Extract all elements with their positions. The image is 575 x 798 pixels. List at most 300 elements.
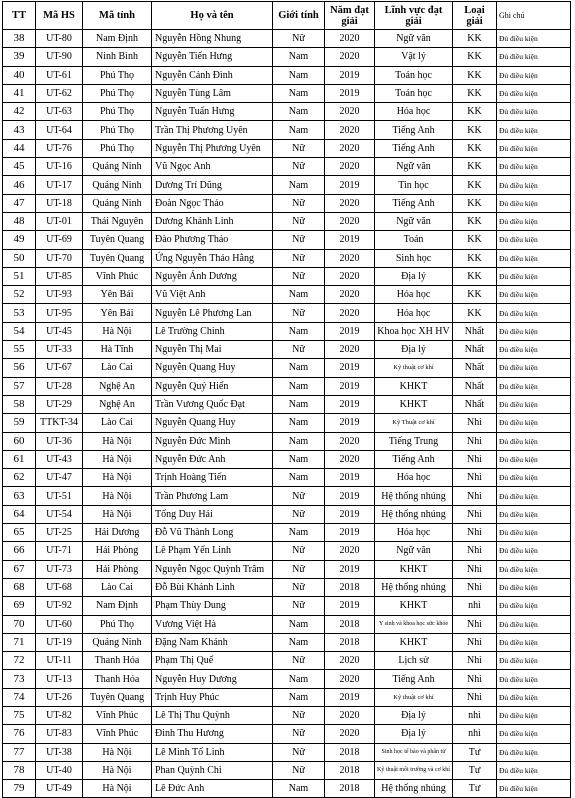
cell-full-name: Nguyễn Lê Phương Lan [152, 304, 273, 322]
cell-award: Nhì [453, 505, 497, 523]
cell-student-code: UT-93 [36, 286, 83, 304]
header-tt: TT [3, 2, 36, 30]
cell-note: Đủ điều kiện [497, 48, 571, 66]
cell-note: Đủ điều kiện [497, 322, 571, 340]
cell-note: Đủ điều kiện [497, 139, 571, 157]
table-row [3, 377, 571, 395]
cell-field: Ngữ văn [375, 158, 453, 176]
header-full-name: Họ và tên [152, 2, 273, 30]
cell-year: 2019 [325, 176, 375, 194]
cell-field: Hệ thống nhúng [375, 505, 453, 523]
cell-award: KK [453, 103, 497, 121]
cell-full-name: Đinh Thu Hương [152, 725, 273, 743]
cell-student-code: UT-18 [36, 194, 83, 212]
cell-gender: Nam [273, 395, 325, 413]
cell-year: 2020 [325, 450, 375, 468]
cell-award: KK [453, 304, 497, 322]
header-field: Lĩnh vực đạt giải [375, 2, 453, 30]
cell-year: 2019 [325, 231, 375, 249]
cell-gender: Nữ [273, 761, 325, 779]
table-row [3, 780, 571, 798]
cell-note: Đủ điều kiện [497, 780, 571, 798]
cell-full-name: Đỗ Bùi Khánh Linh [152, 578, 273, 596]
cell-field: Toán học [375, 84, 453, 102]
cell-field: Y sinh và khoa học sức khỏe [375, 615, 453, 633]
cell-year: 2019 [325, 414, 375, 432]
cell-tt: 59 [3, 414, 36, 432]
cell-full-name: Dương Trí Dũng [152, 176, 273, 194]
cell-award: Nhì [453, 542, 497, 560]
cell-student-code: UT-01 [36, 212, 83, 230]
cell-tt: 54 [3, 322, 36, 340]
cell-award: nhì [453, 725, 497, 743]
table-row [3, 761, 571, 779]
cell-full-name: Trần Thị Phương Uyên [152, 121, 273, 139]
cell-field: Địa lý [375, 341, 453, 359]
cell-full-name: Nguyễn Đức Minh [152, 432, 273, 450]
cell-award: Nhất [453, 322, 497, 340]
cell-gender: Nam [273, 688, 325, 706]
table-row [3, 66, 571, 84]
cell-field: Hệ thống nhúng [375, 780, 453, 798]
cell-tt: 64 [3, 505, 36, 523]
cell-year: 2020 [325, 652, 375, 670]
cell-award: KK [453, 66, 497, 84]
cell-award: nhì [453, 706, 497, 724]
cell-province: Hà Nội [83, 780, 152, 798]
cell-province: Hà Nội [83, 487, 152, 505]
cell-tt: 40 [3, 66, 36, 84]
cell-tt: 39 [3, 48, 36, 66]
table-row [3, 359, 571, 377]
cell-province: Phú Thọ [83, 139, 152, 157]
cell-year: 2020 [325, 158, 375, 176]
table-row [3, 249, 571, 267]
cell-gender: Nam [273, 780, 325, 798]
cell-year: 2018 [325, 780, 375, 798]
cell-year: 2020 [325, 30, 375, 48]
cell-note: Đủ điều kiện [497, 615, 571, 633]
table-row [3, 469, 571, 487]
cell-student-code: UT-51 [36, 487, 83, 505]
table-row [3, 231, 571, 249]
cell-full-name: Nguyễn Quang Huy [152, 359, 273, 377]
cell-note: Đủ điều kiện [497, 542, 571, 560]
cell-student-code: UT-26 [36, 688, 83, 706]
cell-province: Vĩnh Phúc [83, 267, 152, 285]
table-row [3, 578, 571, 596]
table-row [3, 615, 571, 633]
cell-field: Ngữ văn [375, 542, 453, 560]
cell-year: 2019 [325, 524, 375, 542]
table-row [3, 706, 571, 724]
cell-gender: Nữ [273, 542, 325, 560]
cell-province: Thái Nguyên [83, 212, 152, 230]
cell-note: Đủ điều kiện [497, 194, 571, 212]
cell-field: Tiếng Anh [375, 139, 453, 157]
cell-tt: 58 [3, 395, 36, 413]
table-row [3, 121, 571, 139]
cell-gender: Nam [273, 432, 325, 450]
cell-student-code: UT-13 [36, 670, 83, 688]
cell-year: 2019 [325, 322, 375, 340]
cell-note: Đủ điều kiện [497, 395, 571, 413]
cell-tt: 60 [3, 432, 36, 450]
cell-province: Lào Cai [83, 359, 152, 377]
cell-field: Hóa học [375, 524, 453, 542]
cell-note: Đủ điều kiện [497, 286, 571, 304]
cell-year: 2019 [325, 395, 375, 413]
table-row [3, 395, 571, 413]
cell-province: Hà Nội [83, 505, 152, 523]
cell-student-code: UT-85 [36, 267, 83, 285]
cell-full-name: Nguyễn Tiến Hưng [152, 48, 273, 66]
header-province-code: Mã tỉnh [83, 2, 152, 30]
cell-year: 2020 [325, 304, 375, 322]
cell-full-name: Lê Trường Chinh [152, 322, 273, 340]
cell-full-name: Nguyễn Ánh Dương [152, 267, 273, 285]
cell-field: Hệ thống nhúng [375, 578, 453, 596]
cell-year: 2020 [325, 249, 375, 267]
cell-tt: 50 [3, 249, 36, 267]
cell-full-name: Lê Thị Thu Quỳnh [152, 706, 273, 724]
cell-award: KK [453, 139, 497, 157]
cell-province: Nghệ An [83, 395, 152, 413]
cell-note: Đủ điều kiện [497, 231, 571, 249]
cell-field: KHKT [375, 377, 453, 395]
cell-tt: 48 [3, 212, 36, 230]
cell-award: Nhất [453, 377, 497, 395]
cell-gender: Nữ [273, 652, 325, 670]
cell-province: Hà Tĩnh [83, 341, 152, 359]
cell-full-name: Nguyễn Tùng Lâm [152, 84, 273, 102]
cell-year: 2018 [325, 615, 375, 633]
cell-province: Phú Thọ [83, 66, 152, 84]
cell-award: Nhì [453, 524, 497, 542]
cell-award: Nhì [453, 487, 497, 505]
cell-year: 2020 [325, 286, 375, 304]
cell-full-name: Trịnh Hoàng Tiến [152, 469, 273, 487]
cell-province: Nam Định [83, 597, 152, 615]
cell-tt: 78 [3, 761, 36, 779]
cell-gender: Nữ [273, 578, 325, 596]
cell-student-code: UT-43 [36, 450, 83, 468]
cell-field: Địa lý [375, 725, 453, 743]
cell-note: Đủ điều kiện [497, 66, 571, 84]
cell-note: Đủ điều kiện [497, 652, 571, 670]
cell-province: Lào Cai [83, 578, 152, 596]
cell-field: Tiếng Anh [375, 121, 453, 139]
cell-gender: Nữ [273, 743, 325, 761]
cell-full-name: Nguyễn Quý Hiển [152, 377, 273, 395]
cell-province: Thanh Hóa [83, 652, 152, 670]
cell-year: 2020 [325, 670, 375, 688]
table-row [3, 48, 571, 66]
table-row [3, 414, 571, 432]
cell-note: Đủ điều kiện [497, 121, 571, 139]
cell-full-name: Vũ Ngọc Anh [152, 158, 273, 176]
cell-province: Thanh Hóa [83, 670, 152, 688]
cell-full-name: Trịnh Huy Phúc [152, 688, 273, 706]
table-row [3, 84, 571, 102]
cell-award: Tư [453, 743, 497, 761]
cell-field: Ngữ văn [375, 212, 453, 230]
cell-field: Khoa học XH HV [375, 322, 453, 340]
cell-year: 2019 [325, 688, 375, 706]
table-row [3, 688, 571, 706]
student-table [2, 1, 571, 798]
cell-field: Lịch sử [375, 652, 453, 670]
cell-student-code: UT-73 [36, 560, 83, 578]
cell-tt: 52 [3, 286, 36, 304]
cell-full-name: Nguyễn Thị Phương Uyên [152, 139, 273, 157]
cell-gender: Nữ [273, 231, 325, 249]
cell-tt: 72 [3, 652, 36, 670]
table-row [3, 304, 571, 322]
cell-field: Ngữ văn [375, 30, 453, 48]
cell-gender: Nam [273, 66, 325, 84]
cell-note: Đủ điều kiện [497, 432, 571, 450]
cell-student-code: UT-19 [36, 633, 83, 651]
cell-student-code: UT-45 [36, 322, 83, 340]
table-row [3, 194, 571, 212]
cell-gender: Nam [273, 103, 325, 121]
cell-field: Địa lý [375, 706, 453, 724]
cell-note: Đủ điều kiện [497, 469, 571, 487]
cell-field: Hóa học [375, 286, 453, 304]
cell-province: Hà Nội [83, 432, 152, 450]
cell-field: Tiếng Anh [375, 194, 453, 212]
cell-student-code: UT-61 [36, 66, 83, 84]
cell-tt: 42 [3, 103, 36, 121]
cell-year: 2020 [325, 725, 375, 743]
cell-full-name: Lê Đức Anh [152, 780, 273, 798]
cell-year: 2020 [325, 542, 375, 560]
cell-tt: 74 [3, 688, 36, 706]
cell-year: 2020 [325, 48, 375, 66]
cell-province: Quảng Ninh [83, 158, 152, 176]
cell-full-name: Đoàn Ngọc Thảo [152, 194, 273, 212]
table-row [3, 30, 571, 48]
cell-field: KHKT [375, 597, 453, 615]
cell-student-code: UT-49 [36, 780, 83, 798]
cell-year: 2020 [325, 194, 375, 212]
cell-note: Đủ điều kiện [497, 84, 571, 102]
cell-note: Đủ điều kiện [497, 725, 571, 743]
cell-tt: 73 [3, 670, 36, 688]
table-row [3, 139, 571, 157]
cell-field: Tiếng Anh [375, 670, 453, 688]
cell-award: Nhì [453, 615, 497, 633]
cell-full-name: Trần Vương Quốc Đạt [152, 395, 273, 413]
table-row [3, 322, 571, 340]
table-row [3, 652, 571, 670]
cell-province: Quảng Ninh [83, 194, 152, 212]
cell-year: 2019 [325, 505, 375, 523]
cell-gender: Nam [273, 524, 325, 542]
cell-tt: 49 [3, 231, 36, 249]
cell-note: Đủ điều kiện [497, 670, 571, 688]
cell-gender: Nam [273, 450, 325, 468]
cell-full-name: Nguyễn Huy Dương [152, 670, 273, 688]
cell-full-name: Ứng Nguyễn Thảo Hằng [152, 249, 273, 267]
table-row [3, 267, 571, 285]
cell-note: Đủ điều kiện [497, 706, 571, 724]
cell-tt: 63 [3, 487, 36, 505]
cell-gender: Nam [273, 286, 325, 304]
cell-student-code: UT-83 [36, 725, 83, 743]
cell-gender: Nam [273, 633, 325, 651]
cell-year: 2018 [325, 743, 375, 761]
cell-gender: Nữ [273, 158, 325, 176]
cell-province: Quảng Ninh [83, 176, 152, 194]
cell-full-name: Đặng Nam Khánh [152, 633, 273, 651]
header-note: Ghi chú [497, 2, 571, 30]
table-body [3, 30, 571, 798]
cell-gender: Nam [273, 359, 325, 377]
cell-full-name: Đỗ Vũ Thành Long [152, 524, 273, 542]
cell-student-code: UT-60 [36, 615, 83, 633]
cell-student-code: UT-38 [36, 743, 83, 761]
cell-award: Nhì [453, 414, 497, 432]
cell-tt: 61 [3, 450, 36, 468]
cell-tt: 38 [3, 30, 36, 48]
cell-full-name: Vũ Việt Anh [152, 286, 273, 304]
cell-award: KK [453, 249, 497, 267]
cell-province: Vĩnh Phúc [83, 725, 152, 743]
cell-award: Nhì [453, 469, 497, 487]
cell-field: Hóa học [375, 304, 453, 322]
cell-full-name: Phạm Thùy Dung [152, 597, 273, 615]
cell-field: Sinh học [375, 249, 453, 267]
cell-note: Đủ điều kiện [497, 414, 571, 432]
cell-province: Phú Thọ [83, 84, 152, 102]
cell-field: Tiếng Anh [375, 450, 453, 468]
header-row [3, 2, 571, 30]
cell-student-code: UT-68 [36, 578, 83, 596]
cell-note: Đủ điều kiện [497, 450, 571, 468]
cell-student-code: UT-69 [36, 231, 83, 249]
cell-field: Tin học [375, 176, 453, 194]
cell-gender: Nữ [273, 249, 325, 267]
table-row [3, 725, 571, 743]
cell-student-code: UT-33 [36, 341, 83, 359]
cell-full-name: Phan Quỳnh Chi [152, 761, 273, 779]
cell-field: KHKT [375, 633, 453, 651]
cell-field: Sinh học tế bào và phân tử [375, 743, 453, 761]
cell-gender: Nam [273, 377, 325, 395]
cell-note: Đủ điều kiện [497, 249, 571, 267]
cell-student-code: UT-80 [36, 30, 83, 48]
cell-note: Đủ điều kiện [497, 377, 571, 395]
cell-field: Vật lý [375, 48, 453, 66]
cell-field: Hóa học [375, 469, 453, 487]
cell-field: Kỹ thuật cơ khí [375, 688, 453, 706]
cell-note: Đủ điều kiện [497, 743, 571, 761]
cell-tt: 79 [3, 780, 36, 798]
header-award-type: Loại giải [453, 2, 497, 30]
cell-note: Đủ điều kiện [497, 341, 571, 359]
cell-year: 2019 [325, 597, 375, 615]
cell-year: 2020 [325, 267, 375, 285]
cell-student-code: UT-36 [36, 432, 83, 450]
cell-province: Phú Thọ [83, 615, 152, 633]
cell-note: Đủ điều kiện [497, 212, 571, 230]
cell-year: 2020 [325, 212, 375, 230]
cell-full-name: Nguyễn Hồng Nhung [152, 30, 273, 48]
cell-award: Nhì [453, 652, 497, 670]
table-row [3, 743, 571, 761]
cell-province: Hà Nội [83, 761, 152, 779]
cell-year: 2018 [325, 633, 375, 651]
cell-student-code: UT-54 [36, 505, 83, 523]
cell-field: Hệ thống nhúng [375, 487, 453, 505]
cell-tt: 65 [3, 524, 36, 542]
cell-award: Nhì [453, 688, 497, 706]
cell-gender: Nam [273, 615, 325, 633]
cell-year: 2019 [325, 377, 375, 395]
cell-tt: 67 [3, 560, 36, 578]
table-row [3, 158, 571, 176]
cell-gender: Nữ [273, 341, 325, 359]
cell-student-code: UT-95 [36, 304, 83, 322]
cell-full-name: Nguyễn Đức Anh [152, 450, 273, 468]
cell-note: Đủ điều kiện [497, 359, 571, 377]
table-row [3, 212, 571, 230]
cell-full-name: Nguyễn Ngọc Quỳnh Trâm [152, 560, 273, 578]
cell-student-code: UT-16 [36, 158, 83, 176]
cell-year: 2018 [325, 761, 375, 779]
cell-note: Đủ điều kiện [497, 176, 571, 194]
cell-award: KK [453, 212, 497, 230]
cell-award: Tư [453, 761, 497, 779]
cell-full-name: Phạm Thị Quế [152, 652, 273, 670]
table-row [3, 597, 571, 615]
cell-note: Đủ điều kiện [497, 487, 571, 505]
cell-award: Nhì [453, 578, 497, 596]
cell-tt: 69 [3, 597, 36, 615]
cell-field: Toán [375, 231, 453, 249]
cell-award: Nhất [453, 395, 497, 413]
cell-note: Đủ điều kiện [497, 560, 571, 578]
cell-student-code: UT-90 [36, 48, 83, 66]
cell-student-code: UT-70 [36, 249, 83, 267]
table-row [3, 505, 571, 523]
cell-award: KK [453, 121, 497, 139]
cell-award: KK [453, 194, 497, 212]
cell-full-name: Lê Minh Tố Linh [152, 743, 273, 761]
cell-tt: 55 [3, 341, 36, 359]
cell-gender: Nữ [273, 30, 325, 48]
cell-province: Tuyên Quang [83, 231, 152, 249]
cell-province: Hà Nội [83, 450, 152, 468]
cell-student-code: UT-82 [36, 706, 83, 724]
cell-award: Nhì [453, 670, 497, 688]
cell-gender: Nam [273, 322, 325, 340]
cell-full-name: Trần Phương Lam [152, 487, 273, 505]
cell-province: Vĩnh Phúc [83, 706, 152, 724]
cell-student-code: UT-63 [36, 103, 83, 121]
cell-award: KK [453, 48, 497, 66]
cell-field: Địa lý [375, 267, 453, 285]
cell-gender: Nam [273, 48, 325, 66]
cell-tt: 71 [3, 633, 36, 651]
cell-full-name: Nguyễn Cảnh Đình [152, 66, 273, 84]
cell-note: Đủ điều kiện [497, 524, 571, 542]
cell-note: Đủ điều kiện [497, 505, 571, 523]
cell-province: Ninh Bình [83, 48, 152, 66]
cell-gender: Nam [273, 414, 325, 432]
